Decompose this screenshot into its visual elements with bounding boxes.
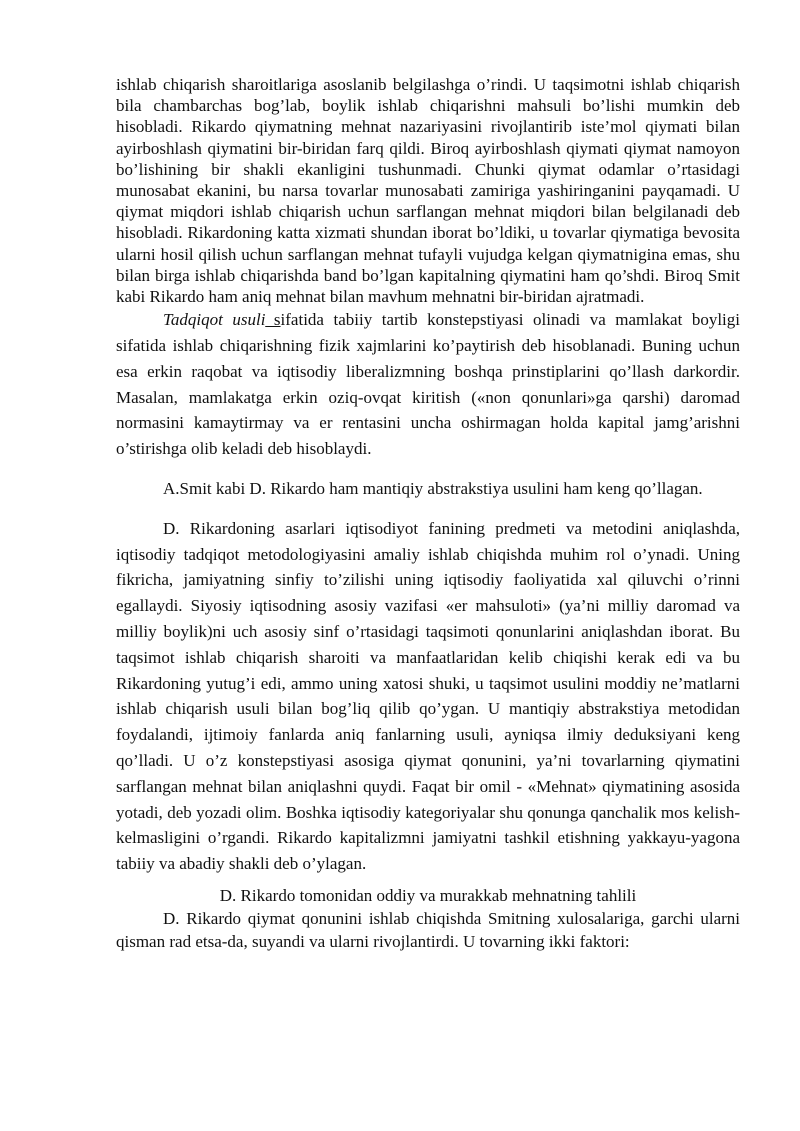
paragraph-1: ishlab chiqarish sharoitlariga asoslanib belgilashga o’rindi. U taqsimotni ishlab chiqarish bila chambarchas bog’lab, boylik ishlab chiqarishni mahsuli bo’lishi mumkin deb hisobladi. Rikardo qiymatning mehnat nazariyasini rivojlantirib iste’mol qiymati bilan ayirboshlash qiymatini bir-biridan farq qildi. Biroq ayirboshlash qiymati qiymat namoyon bo’lishining bir shakli ekanligini tushunmadi. Chunki qiymat odamlar o’rtasidagi munosabat ekanini, bu narsa tovarlar munosabati zamiriga yashiringanini payqamadi. U qiymat miqdori ishlab chiqarish uchun sarflangan mehnat miqdori bilan belgilanadi deb hisobladi. Rikardoning katta xizmati shundan iborat bo’ldiki, u tovarlar qiymatiga bevosita ularni hosil qilish uchun sarflangan mehnat tufayli vujudga kelgan qiymatnigina emas, shu bilan birga ishlab chiqarishda band bo’lgan kapitalning qiymatini ham qo’shdi. Biroq Smit kabi Rikardo ham aniq mehnat bilan mavhum mehnatni bir-biridan ajratmadi. xyxy=(116,75,740,307)
paragraph-2-text: ifatida tabiiy tartib konstepstiyasi olinadi va mamlakat boyligi sifatida ishlab chiqarishning fizik xajmlarini ko’paytirish deb hisoblanadi. Buning uchun esa erkin raqobat va iqtisodiy liberalizmning boshqa prinstiplarini qo’llash darkordir. Masalan, mamlakatga erkin oziq-ovqat kiritish («non qonunlari»ga qarshi) daromad normasini kamaytirmay va er rentasini uncha oshirmagan holda kapital jamg’arishni o’stirishga olib keladi deb hisoblaydi. xyxy=(116,310,740,459)
section-heading: D. Rikardo tomonidan oddiy va murakkab mehnatning tahlili xyxy=(219,885,637,905)
underlined-letter: _s xyxy=(265,310,281,330)
paragraph-5: D. Rikardo qiymat qonunini ishlab chiqishda Smitning xulosalariga, garchi ularni qisman rad etsa-da, suyandi va ularni rivojlantirdi. U tovarning ikki faktori: xyxy=(116,908,740,951)
document-page xyxy=(116,74,740,953)
paragraph-4: D. Rikardoning asarlari iqtisodiyot fanining predmeti va metodini aniqlashda, iqtisodiy tadqiqot metodologiyasini amaliy ishlab chiqishda muhim rol o’ynadi. Uning fikricha, jamiyatning sinfiy to’zilishi uning iqtisodiy faoliyatida xal qiluvchi o’rinni egallaydi. Siyosiy iqtisodning asosiy vazifasi «er mahsuloti» (ya’ni milliy daromad va milliy boylik)ni uch asosiy sinf o’rtasidagi taqsimoti qonunlarini aniqlashdan iborat. Bu taqsimot ishlab chiqarish sharoiti va manfaatlaridan kelib chiqishi kerak edi va bu Rikardoning yutug’i edi, ammo uning xatosi shuki, u taqsimot usulini moddiy ne’matlarni ishlab chiqarish usuli bilan bog’liq qilib qo’ygan. U mantiqiy abstrakstiya metodidan foydalandi, ijtimoiy fanlarda aniq fanlarning usuli, ayniqsa ilmiy deduksiyani keng qo’lladi. U o’z konstepstiyasi asosiga qiymat qonunini, ya’ni tovarlarning qiymatini sarflangan mehnat bilan aniqlashni quydi. Faqat bir omil - «Mehnat» qiymatining asosida yotadi, deb yozadi olim. Boshka iqtisodiy kategoriyalar shu qonunga qanchalik mos kelish-kelmasligini o’rgandi. Rikardo kapitalizmni jamiyatni tashkil etishning yakkayu-yagona tabiiy va abadiy shakli deb o’ylagan. xyxy=(116,518,740,874)
research-method-term: Tadqiqot usuli xyxy=(163,310,266,330)
paragraph-3: A.Smit kabi D. Rikardo ham mantiqiy abstrakstiya usulini ham keng qo’llagan. xyxy=(163,479,703,499)
paragraph-2 xyxy=(116,307,740,462)
